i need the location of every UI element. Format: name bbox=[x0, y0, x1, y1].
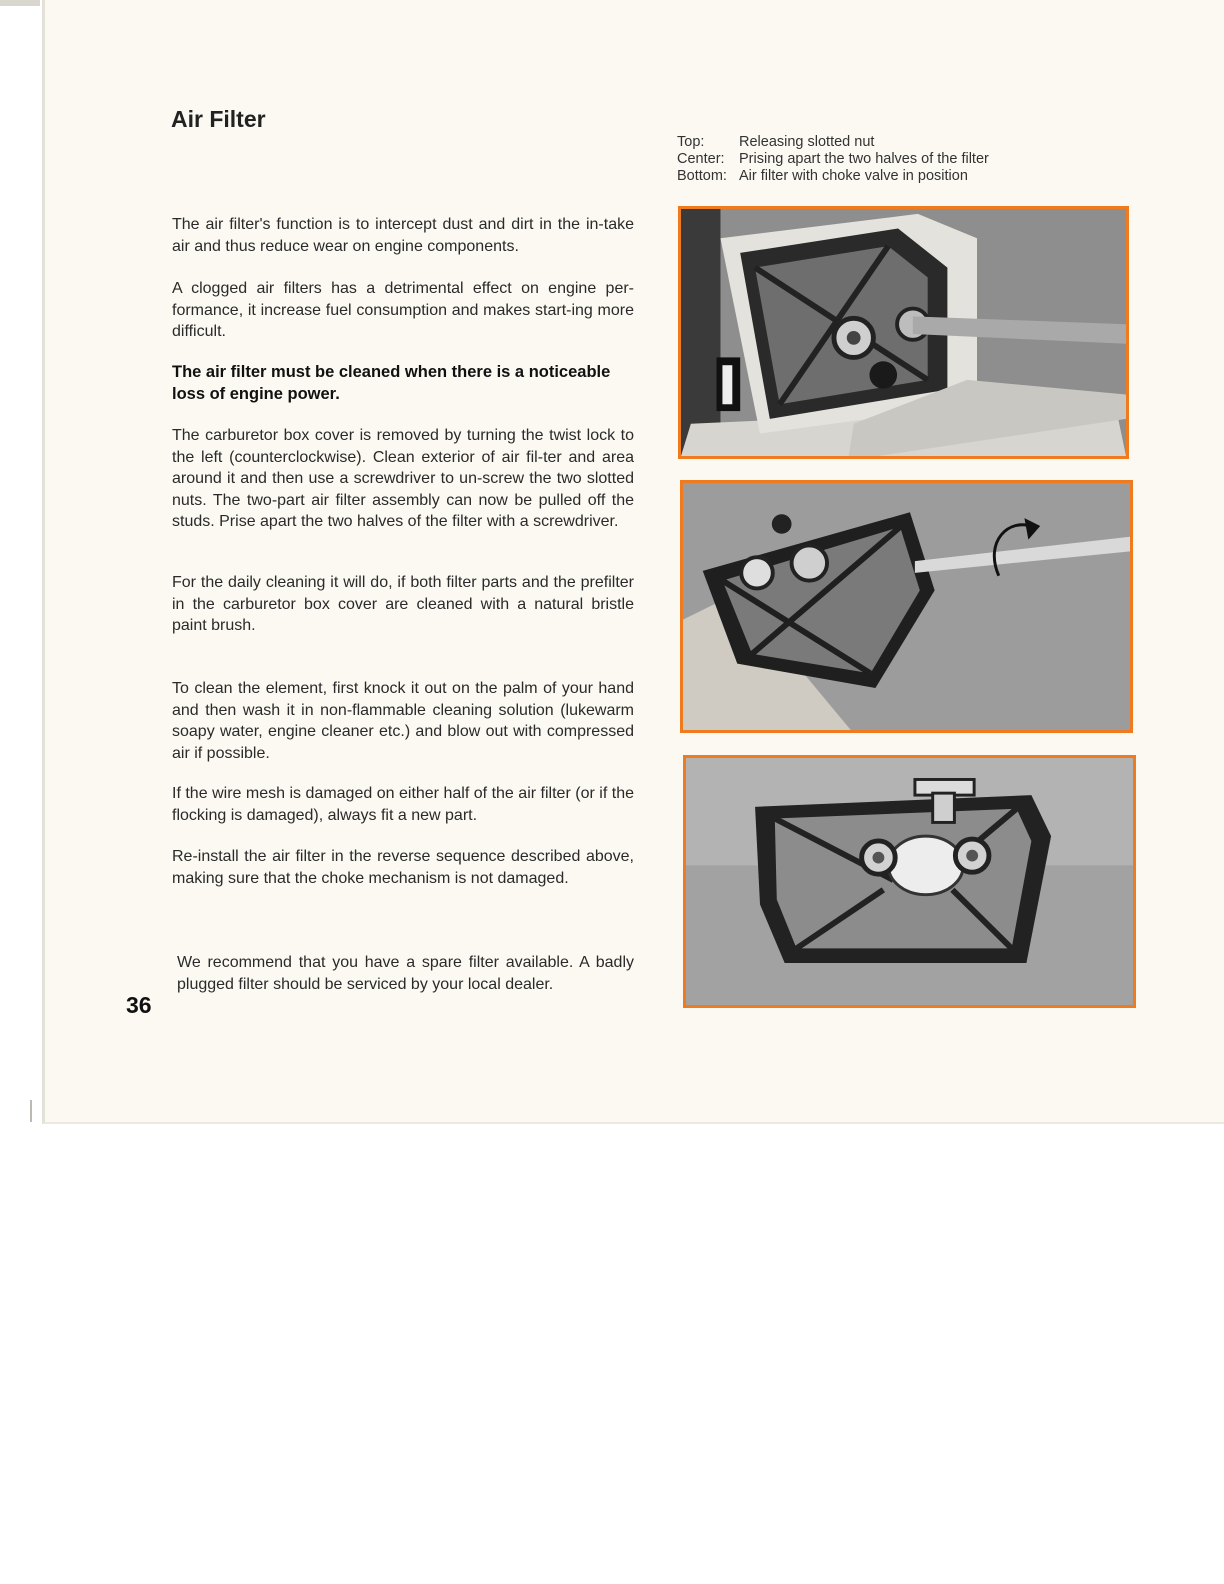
paragraph-spare-filter: We recommend that you have a spare filter available. A badly plugged filter should be serviced by your local dealer. bbox=[177, 954, 634, 993]
paragraph-reinstall: Re-install the air filter in the reverse sequence described above, making sure that the choke mechanism is not damaged. bbox=[172, 848, 634, 887]
caption-key: Bottom: bbox=[677, 168, 727, 184]
page-edge-mark bbox=[0, 0, 40, 6]
caption-top bbox=[677, 134, 989, 151]
photo-captions bbox=[677, 134, 989, 185]
paragraph-wire-mesh: If the wire mesh is damaged on either half of the air filter (or if the flocking is damaged), always fit a new part. bbox=[172, 785, 634, 824]
photo-top-illustration bbox=[681, 209, 1126, 456]
caption-key: Top: bbox=[677, 134, 705, 150]
paragraph-removal: The carburetor box cover is removed by turning the twist lock to the left (counterclockwise). Clean exterior of air fil-ter and area around it and then use a screwdriver to un-screw the two slotted nuts. The two-part air filter assembly can now be pulled off the studs. Prise apart the two halves of the filter with a screwdriver. bbox=[172, 427, 634, 530]
paragraph-clogged: A clogged air filters has a detrimental effect on engine per-formance, it increase fuel consumption and makes start-ing more difficult. bbox=[172, 280, 634, 340]
caption-bottom bbox=[677, 168, 989, 185]
caption-center bbox=[677, 151, 989, 168]
caption-key: Center: bbox=[677, 151, 725, 167]
page-edge-shadow bbox=[30, 1100, 46, 1122]
photo-bottom-filter-choke bbox=[683, 755, 1136, 1008]
caption-text: Releasing slotted nut bbox=[739, 134, 875, 150]
paragraph-daily-cleaning: For the daily cleaning it will do, if both filter parts and the prefilter in the carburetor box cover are cleaned with a natural bristle paint brush. bbox=[172, 574, 634, 634]
page-title: Air Filter bbox=[171, 106, 266, 132]
caption-text: Prising apart the two halves of the filter bbox=[739, 151, 989, 167]
photo-center-prising-halves bbox=[680, 480, 1133, 733]
caption-text: Air filter with choke valve in position bbox=[739, 168, 968, 184]
photo-bottom-illustration bbox=[686, 758, 1133, 1005]
photo-center-illustration bbox=[683, 483, 1130, 730]
paragraph-clean-element: To clean the element, first knock it out on the palm of your hand and then wash it in non-flammable cleaning solution (lukewarm soapy water, engine cleaner etc.) and blow out with compressed air if possible. bbox=[172, 680, 634, 762]
page-number: 36 bbox=[126, 992, 152, 1018]
photo-top-releasing-nut bbox=[678, 206, 1129, 459]
paragraph-warning: The air filter must be cleaned when there is a noticeable loss of engine power. bbox=[172, 363, 611, 403]
paragraph-function: The air filter's function is to intercept dust and dirt in the in-take air and thus reduce wear on engine components. bbox=[172, 216, 634, 255]
